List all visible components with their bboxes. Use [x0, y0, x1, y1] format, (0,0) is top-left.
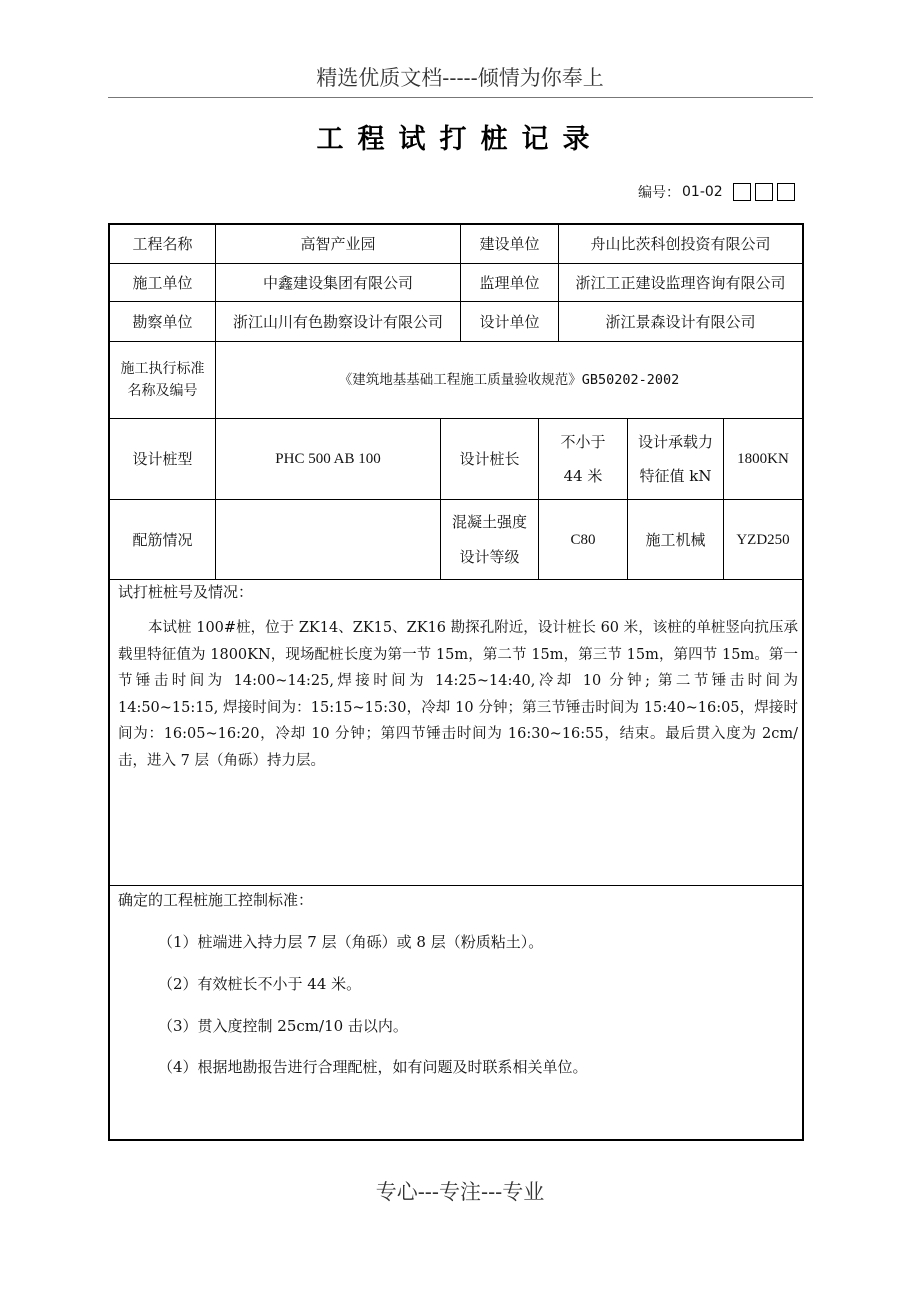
- capacity-label-line-1: 设计承载力: [637, 432, 713, 451]
- rebar-label: 配筋情况: [132, 530, 193, 549]
- survey-label: 勘察单位: [132, 312, 193, 331]
- concrete-label-line-1: 混凝土强度: [451, 513, 527, 532]
- survey-value: 浙江山川有色勘察设计有限公司: [232, 312, 443, 331]
- capacity-label-line-2: 特征值 kN: [639, 467, 712, 486]
- document-number: [638, 181, 799, 203]
- number-box-1: [733, 183, 751, 201]
- number-label: 编号：: [638, 185, 680, 201]
- pile-length-line-1: 不小于: [560, 432, 606, 451]
- page-header: 精选优质文档-----倾情为你奉上: [316, 66, 604, 90]
- contractor-label: 施工单位: [132, 273, 193, 292]
- pile-type-value: PHC 500 AB 100: [275, 451, 381, 467]
- number-value: 01-02: [682, 184, 723, 200]
- standard-value: 《建筑地基基础工程施工质量验收规范》GB50202-2002: [338, 372, 680, 388]
- number-box-3: [777, 183, 795, 201]
- control-item-1: （1）桩端进入持力层 7 层（角砾）或 8 层（粉质粘土）。: [158, 933, 544, 951]
- designer-value: 浙江景森设计有限公司: [605, 312, 756, 331]
- control-item-3: （3）贯入度控制 25cm/10 击以内。: [158, 1017, 408, 1035]
- document-title: 工程试打桩记录: [316, 124, 604, 155]
- standard-label-line-1: 施工执行标准: [120, 361, 205, 377]
- standard-label: [110, 342, 215, 418]
- supervisor-label: 监理单位: [479, 273, 540, 292]
- machine-value: YZD250: [736, 531, 790, 548]
- capacity-value: 1800KN: [737, 451, 789, 467]
- number-box-2: [755, 183, 773, 201]
- control-item-4: （4）根据地勘报告进行合理配桩，如有问题及时联系相关单位。: [158, 1058, 588, 1076]
- contractor-value: 中鑫建设集团有限公司: [262, 273, 413, 292]
- builder-label: 建设单位: [479, 235, 540, 253]
- pile-type-label: 设计桩型: [132, 450, 193, 468]
- builder-value: 舟山比茨科创投资有限公司: [590, 235, 771, 253]
- control-item-2: （2）有效桩长不小于 44 米。: [158, 975, 362, 993]
- trial-description: 本试桩 100#桩，位于 ZK14、ZK15、ZK16 勘探孔附近，设计桩长 60 米，该桩的单桩竖向抗压承载里特征值为 1800KN，现场配桩长度为第一节 15m，第二节 15m，第三节 15m，第四节 15m。第一节锤击时间为 14:00~14:25,焊接时间为 14:25~14:40,冷却 10 分钟; 第二节锤击时间为 14:50~15:15, 焊接时间为：15:15~15:30，冷却 10 分钟；第三节锤击时间为 15:40~16:05，焊接时间为：16:05~16:20，冷却 10 分钟；第四节锤击时间为 16:30~16:55，结束。最后贯入度为 2cm/击，进入 7 层（角砾）持力层。: [118, 620, 798, 769]
- pile-length-value: [539, 419, 627, 499]
- project-name-value: 高智产业园: [300, 235, 376, 253]
- capacity-label: [628, 419, 723, 499]
- rebar-value: [216, 500, 440, 579]
- header-divider: [108, 97, 813, 98]
- record-form: [108, 223, 804, 1141]
- supervisor-value: 浙江工正建设监理咨询有限公司: [575, 273, 786, 292]
- machine-label: 施工机械: [645, 530, 706, 549]
- pile-length-label: 设计桩长: [459, 450, 520, 468]
- designer-label: 设计单位: [479, 312, 540, 331]
- concrete-label-line-2: 设计等级: [459, 547, 520, 566]
- concrete-label: [441, 500, 538, 579]
- project-name-label: 工程名称: [132, 235, 193, 253]
- row-divider: [110, 885, 802, 886]
- pile-length-line-2: 44 米: [563, 467, 603, 486]
- trial-section-title: 试打桩桩号及情况：: [118, 583, 254, 601]
- row-divider: [110, 579, 802, 580]
- concrete-value: C80: [570, 531, 596, 548]
- standard-label-line-2: 名称及编号: [127, 383, 198, 399]
- control-section-title: 确定的工程桩施工控制标准：: [118, 891, 314, 909]
- page-footer: 专心---专注---专业: [375, 1180, 545, 1204]
